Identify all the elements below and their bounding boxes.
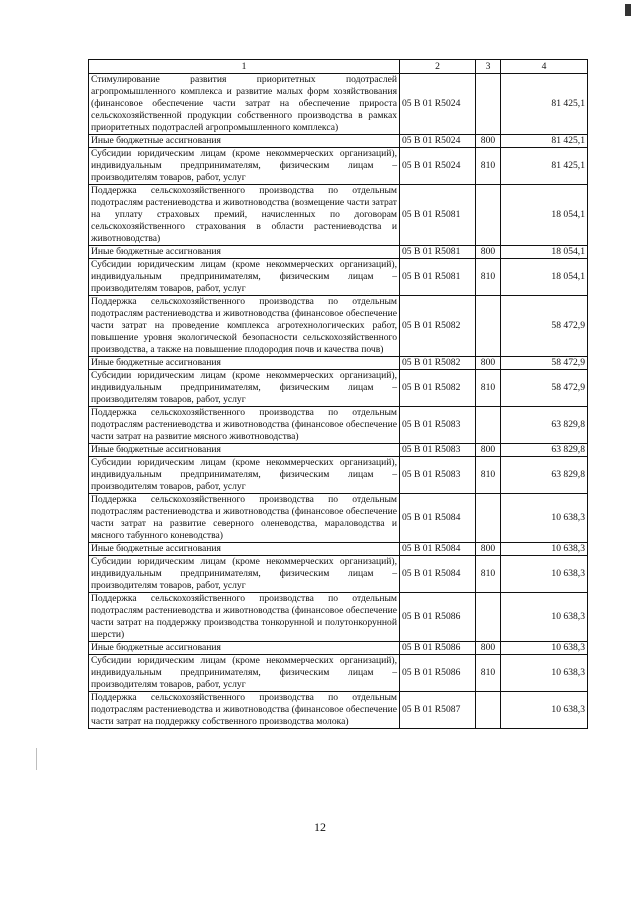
cell-name: Иные бюджетные ассигнования — [89, 135, 400, 148]
cell-name: Поддержка сельскохозяйственного производства по отдельным подотраслям растениеводства и животноводства (финансовое обеспечение части затрат на проведение комплекса агротехнологических работ, повышение уровня экологической безопасности сельскохозяйственного производства, а также на повышение плодородия почв и качества почв) — [89, 296, 400, 357]
table-row — [89, 407, 588, 444]
cell-sum: 10 638,3 — [501, 494, 588, 543]
cell-type: 810 — [476, 148, 501, 185]
cell-type: 800 — [476, 246, 501, 259]
table-body — [89, 60, 588, 729]
cell-code: 05 В 01 R5086 — [400, 655, 476, 692]
cell-code: 05 В 01 R5086 — [400, 593, 476, 642]
cell-sum: 18 054,1 — [501, 185, 588, 246]
cell-code: 05 В 01 R5087 — [400, 692, 476, 729]
cell-sum: 10 638,3 — [501, 692, 588, 729]
cell-code: 05 В 01 R5083 — [400, 457, 476, 494]
cell-code: 05 В 01 R5083 — [400, 444, 476, 457]
cell-sum: 58 472,9 — [501, 370, 588, 407]
cell-sum: 10 638,3 — [501, 593, 588, 642]
cell-code: 05 В 01 R5084 — [400, 494, 476, 543]
table-row — [89, 357, 588, 370]
cell-sum: 81 425,1 — [501, 148, 588, 185]
header-cell-type-column: 3 — [476, 60, 501, 74]
cell-type: 810 — [476, 259, 501, 296]
table-row — [89, 259, 588, 296]
table-row — [89, 692, 588, 729]
cell-name: Субсидии юридическим лицам (кроме некоммерческих организаций), индивидуальным предпринимателям, физическим лицам – производителям товаров, работ, услуг — [89, 457, 400, 494]
cell-sum: 58 472,9 — [501, 296, 588, 357]
cell-name: Стимулирование развития приоритетных подотраслей агропромышленного комплекса и развитие малых форм хозяйствования (финансовое обеспечение части затрат на обеспечение прироста сельскохозяйственной продукции собственного производства в рамках приоритетных подотраслей агропромышленного комплекса) — [89, 74, 400, 135]
page-number: 12 — [314, 820, 326, 834]
cell-name: Иные бюджетные ассигнования — [89, 543, 400, 556]
cell-type — [476, 185, 501, 246]
cell-name: Иные бюджетные ассигнования — [89, 444, 400, 457]
cell-code: 05 В 01 R5084 — [400, 543, 476, 556]
table-row — [89, 556, 588, 593]
cell-code: 05 В 01 R5081 — [400, 185, 476, 246]
table-row — [89, 444, 588, 457]
cell-type — [476, 296, 501, 357]
header-cell-sum-column: 4 — [501, 60, 588, 74]
table-row — [89, 494, 588, 543]
table-row — [89, 135, 588, 148]
cell-type — [476, 593, 501, 642]
cell-sum: 10 638,3 — [501, 642, 588, 655]
cell-name: Иные бюджетные ассигнования — [89, 357, 400, 370]
cell-type: 810 — [476, 655, 501, 692]
table-row — [89, 148, 588, 185]
cell-name: Субсидии юридическим лицам (кроме некоммерческих организаций), индивидуальным предпринимателям, физическим лицам – производителям товаров, работ, услуг — [89, 655, 400, 692]
cell-name: Иные бюджетные ассигнования — [89, 246, 400, 259]
cell-sum: 58 472,9 — [501, 357, 588, 370]
cell-type: 800 — [476, 642, 501, 655]
cell-code: 05 В 01 R5084 — [400, 556, 476, 593]
cell-sum: 63 829,8 — [501, 457, 588, 494]
cell-type: 810 — [476, 457, 501, 494]
cell-type: 800 — [476, 135, 501, 148]
table-row — [89, 370, 588, 407]
cell-sum: 81 425,1 — [501, 74, 588, 135]
cell-sum: 81 425,1 — [501, 135, 588, 148]
cell-name: Поддержка сельскохозяйственного производства по отдельным подотраслям растениеводства и животноводства (возмещение части затрат на уплату страховых премий, начисленных по договорам сельскохозяйственного страхования в области растениеводства и животноводства) — [89, 185, 400, 246]
cell-name: Иные бюджетные ассигнования — [89, 642, 400, 655]
cell-code: 05 В 01 R5083 — [400, 407, 476, 444]
table-row — [89, 655, 588, 692]
cell-code: 05 В 01 R5081 — [400, 259, 476, 296]
cell-name: Поддержка сельскохозяйственного производства по отдельным подотраслям растениеводства и животноводства (финансовое обеспечение части затрат на поддержку собственного производства молока) — [89, 692, 400, 729]
cell-sum: 10 638,3 — [501, 543, 588, 556]
cell-name: Субсидии юридическим лицам (кроме некоммерческих организаций), индивидуальным предпринимателям, физическим лицам – производителям товаров, работ, услуг — [89, 556, 400, 593]
header-cell-name-column: 1 — [89, 60, 400, 74]
table-header-row — [89, 60, 588, 74]
cell-code: 05 В 01 R5024 — [400, 74, 476, 135]
cell-name: Поддержка сельскохозяйственного производства по отдельным подотраслям растениеводства и животноводства (финансовое обеспечение части затрат на развитие мясного животноводства) — [89, 407, 400, 444]
table-row — [89, 593, 588, 642]
cell-type: 810 — [476, 556, 501, 593]
cell-sum: 18 054,1 — [501, 246, 588, 259]
cell-code: 05 В 01 R5082 — [400, 370, 476, 407]
cell-code: 05 В 01 R5024 — [400, 135, 476, 148]
table-row — [89, 74, 588, 135]
cell-sum: 10 638,3 — [501, 556, 588, 593]
cell-type — [476, 407, 501, 444]
cell-sum: 63 829,8 — [501, 444, 588, 457]
cell-name: Субсидии юридическим лицам (кроме некоммерческих организаций), индивидуальным предпринимателям, физическим лицам – производителям товаров, работ, услуг — [89, 259, 400, 296]
cell-type — [476, 692, 501, 729]
cell-sum: 18 054,1 — [501, 259, 588, 296]
cell-code: 05 В 01 R5082 — [400, 357, 476, 370]
cell-type: 800 — [476, 543, 501, 556]
cell-type: 800 — [476, 357, 501, 370]
cell-sum: 63 829,8 — [501, 407, 588, 444]
cell-code: 05 В 01 R5086 — [400, 642, 476, 655]
cell-type — [476, 494, 501, 543]
budget-table — [88, 59, 588, 729]
margin-scan-mark — [36, 748, 37, 770]
table-row — [89, 642, 588, 655]
cell-code: 05 В 01 R5024 — [400, 148, 476, 185]
cell-name: Субсидии юридическим лицам (кроме некоммерческих организаций), индивидуальным предпринимателям, физическим лицам – производителям товаров, работ, услуг — [89, 148, 400, 185]
cell-name: Поддержка сельскохозяйственного производства по отдельным подотраслям растениеводства и животноводства (финансовое обеспечение части затрат на поддержку производства тонкорунной и полутонкорунной шерсти) — [89, 593, 400, 642]
table-row — [89, 457, 588, 494]
cell-code: 05 В 01 R5082 — [400, 296, 476, 357]
table-row — [89, 296, 588, 357]
cell-code: 05 В 01 R5081 — [400, 246, 476, 259]
header-cell-code-column: 2 — [400, 60, 476, 74]
table-row — [89, 543, 588, 556]
cell-sum: 10 638,3 — [501, 655, 588, 692]
cell-type — [476, 74, 501, 135]
scan-corner-mark — [625, 4, 631, 16]
cell-type: 810 — [476, 370, 501, 407]
cell-type: 800 — [476, 444, 501, 457]
table-row — [89, 185, 588, 246]
table-row — [89, 246, 588, 259]
cell-name: Поддержка сельскохозяйственного производства по отдельным подотраслям растениеводства и животноводства (финансовое обеспечение части затрат на развитие северного оленеводства, мараловодства и мясного табунного коневодства) — [89, 494, 400, 543]
cell-name: Субсидии юридическим лицам (кроме некоммерческих организаций), индивидуальным предпринимателям, физическим лицам – производителям товаров, работ, услуг — [89, 370, 400, 407]
